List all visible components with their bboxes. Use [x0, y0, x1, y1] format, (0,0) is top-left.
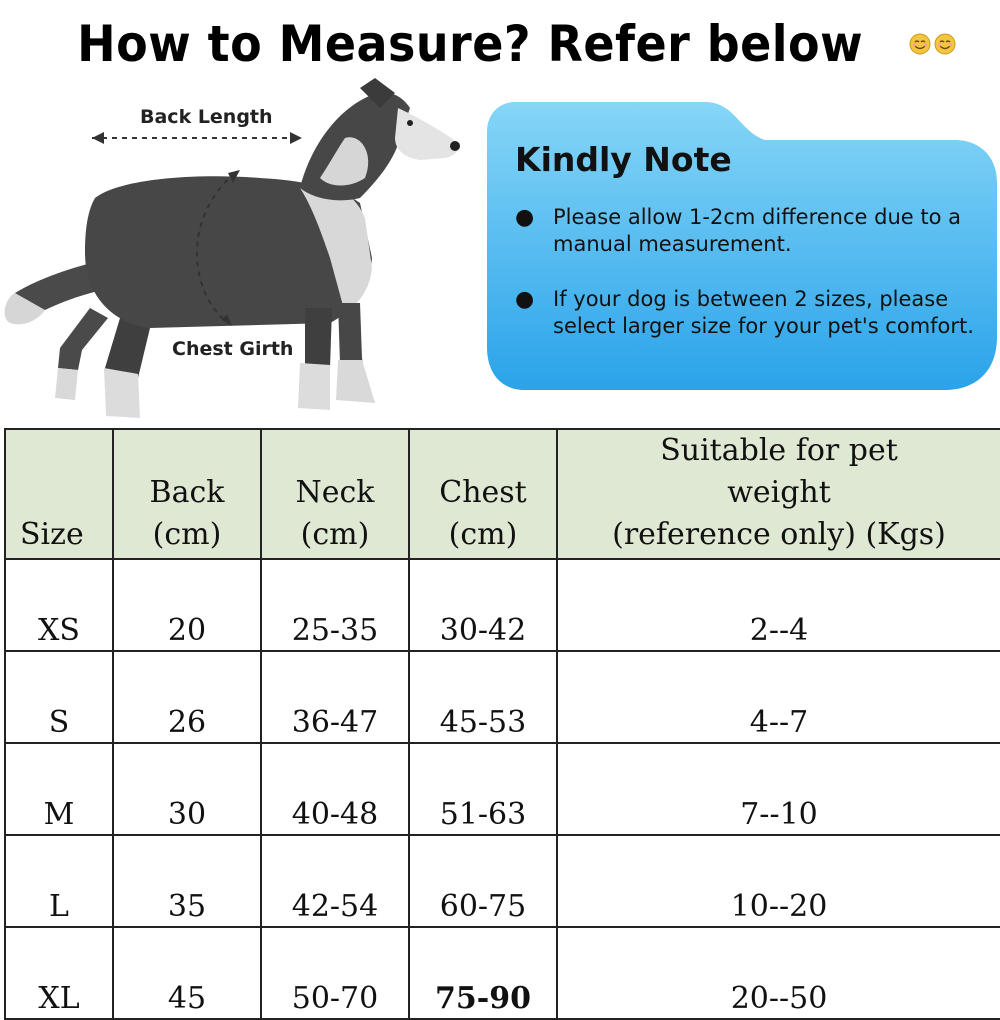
bullet-icon: ●	[515, 205, 535, 230]
header-size: Size	[5, 429, 113, 559]
cell-weight: 2--4	[557, 559, 1000, 651]
cell-size: XL	[5, 927, 113, 1019]
cell-chest: 30-42	[409, 559, 557, 651]
header-weight: Suitable for pet weight (reference only) (Kgs)	[557, 429, 1000, 559]
page-title	[0, 8, 1000, 80]
cell-neck: 36-47	[261, 651, 409, 743]
table-row	[5, 835, 1000, 927]
cell-back: 45	[113, 927, 261, 1019]
cell-back: 35	[113, 835, 261, 927]
cell-chest: 75-90	[409, 927, 557, 1019]
kindly-note-panel	[485, 102, 1000, 394]
smiley-group	[908, 32, 957, 56]
table-row	[5, 743, 1000, 835]
cell-size: L	[5, 835, 113, 927]
table-row	[5, 559, 1000, 651]
cell-size: M	[5, 743, 113, 835]
header-neck: Neck (cm)	[261, 429, 409, 559]
note-item	[515, 286, 985, 340]
dog-illustration-icon	[0, 78, 480, 428]
cell-chest: 45-53	[409, 651, 557, 743]
cell-size: XS	[5, 559, 113, 651]
table-header-row	[5, 429, 1000, 559]
dog-measurement-illustration	[0, 78, 480, 428]
table-row	[5, 927, 1000, 1019]
cell-back: 26	[113, 651, 261, 743]
cell-back: 30	[113, 743, 261, 835]
bullet-icon: ●	[515, 287, 535, 312]
cell-weight: 4--7	[557, 651, 1000, 743]
table-row	[5, 651, 1000, 743]
chest-girth-label: Chest Girth	[172, 338, 294, 360]
note-item-text: If your dog is between 2 sizes, please select larger size for your pet's comfort.	[553, 287, 974, 338]
cell-chest: 51-63	[409, 743, 557, 835]
smiley-icon	[933, 32, 957, 56]
size-chart-table	[4, 428, 1000, 1020]
cell-back: 20	[113, 559, 261, 651]
cell-weight: 7--10	[557, 743, 1000, 835]
header-chest: Chest (cm)	[409, 429, 557, 559]
cell-weight: 20--50	[557, 927, 1000, 1019]
note-item	[515, 204, 985, 258]
cell-weight: 10--20	[557, 835, 1000, 927]
back-length-label: Back Length	[140, 106, 273, 128]
cell-chest: 60-75	[409, 835, 557, 927]
cell-neck: 25-35	[261, 559, 409, 651]
cell-size: S	[5, 651, 113, 743]
header-back: Back (cm)	[113, 429, 261, 559]
smiley-icon	[908, 32, 932, 56]
title-text: How to Measure? Refer below	[77, 15, 864, 73]
cell-neck: 42-54	[261, 835, 409, 927]
cell-neck: 50-70	[261, 927, 409, 1019]
note-heading: Kindly Note	[515, 140, 732, 179]
cell-neck: 40-48	[261, 743, 409, 835]
note-item-text: Please allow 1-2cm difference due to a manual measurement.	[553, 205, 961, 256]
